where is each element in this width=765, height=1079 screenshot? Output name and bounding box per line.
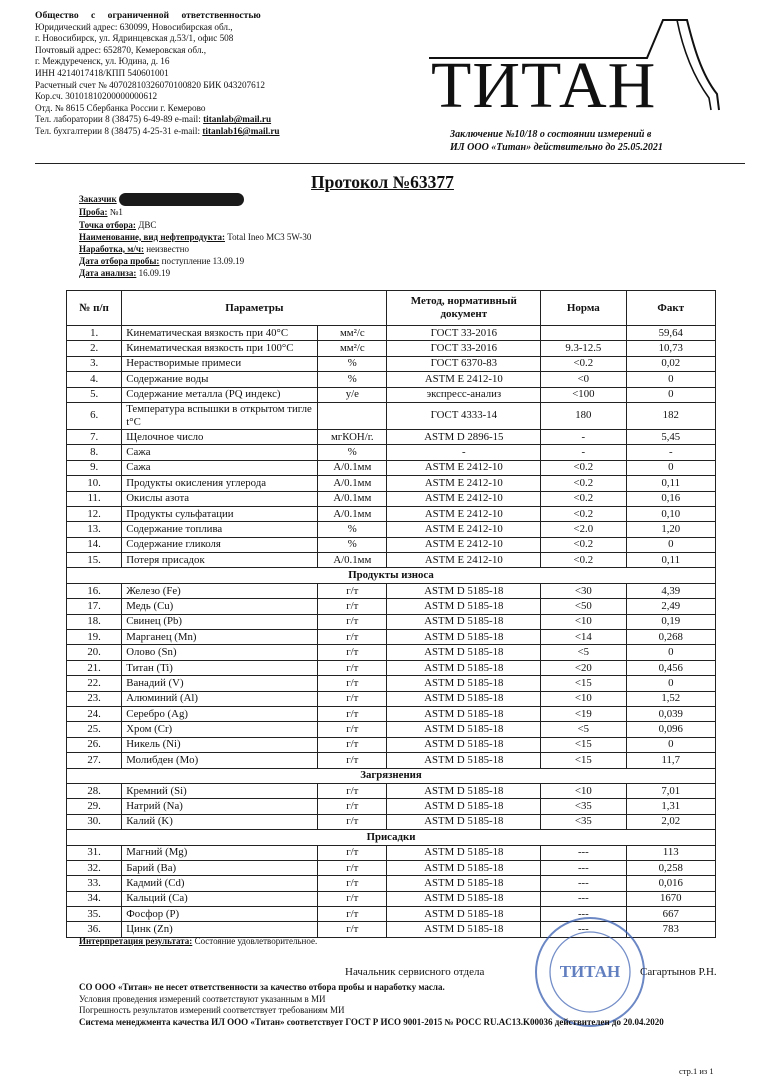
- logo-text: ТИТАН: [431, 49, 657, 122]
- method: ASTM D 5185-18: [387, 891, 541, 906]
- param-name: Щелочное число: [122, 429, 318, 444]
- method: ASTM D 5185-18: [387, 922, 541, 937]
- fact-value: 1,20: [626, 522, 715, 537]
- method: ГОСТ 6370-83: [387, 356, 541, 371]
- param-unit: г/т: [318, 753, 387, 768]
- results-table: [66, 290, 716, 938]
- fact-value: 0,016: [626, 876, 715, 891]
- method: ASTM D 5185-18: [387, 599, 541, 614]
- norm-value: <2.0: [541, 522, 626, 537]
- fact-value: 667: [626, 907, 715, 922]
- company-line: Юридический адрес: 630099, Новосибирская обл.,: [35, 21, 233, 32]
- norm-value: <0.2: [541, 506, 626, 521]
- row-number: 6.: [67, 402, 122, 429]
- param-unit: г/т: [318, 614, 387, 629]
- param-unit: г/т: [318, 922, 387, 937]
- fact-value: 59,64: [626, 326, 715, 341]
- param-unit: г/т: [318, 691, 387, 706]
- norm-value: <0.2: [541, 553, 626, 568]
- fact-value: 0: [626, 676, 715, 691]
- norm-value: <15: [541, 676, 626, 691]
- param-unit: А/0.1мм: [318, 460, 387, 475]
- norm-value: <10: [541, 691, 626, 706]
- customer-row: Заказчик: [79, 193, 599, 206]
- norm-value: <0: [541, 372, 626, 387]
- row-number: 21.: [67, 660, 122, 675]
- footer-notes: СО ООО «Титан» не несет ответственности за качество отбора пробы и наработку масла. Условия проведения измерений соответствуют указанным в МИ Погрешность результатов измерений соответствует требованиям МИ Система менеджмента качества ИЛ ООО «Титан» соответствует ГОСТ Р ИСО 9001-2015 № РОСС RU.AC13.K00036 действителен до 20.04.2020: [79, 982, 664, 1027]
- row-number: 9.: [67, 460, 122, 475]
- norm-value: <10: [541, 783, 626, 798]
- row-number: 19.: [67, 630, 122, 645]
- param-name: Содержание воды: [122, 372, 318, 387]
- row-number: 18.: [67, 614, 122, 629]
- norm-value: <30: [541, 583, 626, 598]
- row-number: 29.: [67, 799, 122, 814]
- method: ASTM D 5185-18: [387, 860, 541, 875]
- param-name: Кинематическая вязкость при 100°С: [122, 341, 318, 356]
- page-number: стр.1 из 1: [679, 1066, 714, 1076]
- table-row: [67, 691, 716, 706]
- param-name: Серебро (Ag): [122, 706, 318, 721]
- norm-value: ---: [541, 876, 626, 891]
- row-number: 32.: [67, 860, 122, 875]
- table-row: [67, 860, 716, 875]
- method: ASTM E 2412-10: [387, 491, 541, 506]
- method: ASTM D 5185-18: [387, 799, 541, 814]
- fact-value: 113: [626, 845, 715, 860]
- company-line: Почтовый адрес: 652870, Кемеровская обл.,: [35, 44, 206, 55]
- norm-value: ---: [541, 907, 626, 922]
- interpretation: Интерпретация результата: Состояние удовлетворительное.: [79, 936, 318, 946]
- param-unit: г/т: [318, 583, 387, 598]
- param-unit: г/т: [318, 599, 387, 614]
- norm-value: <100: [541, 387, 626, 402]
- param-name: Олово (Sn): [122, 645, 318, 660]
- fact-value: 2,02: [626, 814, 715, 829]
- section-wear-products: Продукты износа: [67, 568, 716, 583]
- row-number: 26.: [67, 737, 122, 752]
- table-row: [67, 753, 716, 768]
- norm-value: <0.2: [541, 476, 626, 491]
- param-name: Барий (Ba): [122, 860, 318, 875]
- method: ASTM D 5185-18: [387, 660, 541, 675]
- param-unit: %: [318, 372, 387, 387]
- fact-value: 0: [626, 387, 715, 402]
- table-header-row: [67, 291, 716, 326]
- fact-value: 5,45: [626, 429, 715, 444]
- norm-value: <5: [541, 722, 626, 737]
- table-row: [67, 402, 716, 429]
- company-line: г. Новосибирск, ул. Ядринцевская д.53/1, офис 508: [35, 33, 234, 44]
- param-name: Содержание топлива: [122, 522, 318, 537]
- method: ASTM E 2412-10: [387, 537, 541, 552]
- param-name: Кинематическая вязкость при 40°С: [122, 326, 318, 341]
- norm-value: <15: [541, 737, 626, 752]
- sample-date-row: Дата отбора пробы: поступление 13.09.19: [79, 255, 245, 266]
- company-line: Отд. № 8615 Сбербанка России г. Кемерово: [35, 102, 206, 113]
- fact-value: 0: [626, 372, 715, 387]
- signer-role: Начальник сервисного отдела: [345, 966, 485, 978]
- table-row: [67, 356, 716, 371]
- table-row: [67, 845, 716, 860]
- table-row: [67, 341, 716, 356]
- fact-value: 0,10: [626, 506, 715, 521]
- row-number: 7.: [67, 429, 122, 444]
- method: ASTM D 5185-18: [387, 630, 541, 645]
- row-number: 25.: [67, 722, 122, 737]
- norm-value: <0.2: [541, 460, 626, 475]
- fact-value: 0: [626, 460, 715, 475]
- row-number: 5.: [67, 387, 122, 402]
- row-number: 14.: [67, 537, 122, 552]
- company-line: Кор.сч. 30101810200000000612: [35, 91, 158, 102]
- norm-value: <0.2: [541, 537, 626, 552]
- fact-value: 2,49: [626, 599, 715, 614]
- norm-value: ---: [541, 860, 626, 875]
- row-number: 27.: [67, 753, 122, 768]
- table-row: [67, 537, 716, 552]
- product-row: Наименование, вид нефтепродукта: Total Ineo MC3 5W-30: [79, 231, 312, 242]
- row-number: 3.: [67, 356, 122, 371]
- row-number: 13.: [67, 522, 122, 537]
- section-row: [67, 768, 716, 783]
- signer-name: Сагартынов Р.Н.: [640, 966, 717, 978]
- table-row: [67, 326, 716, 341]
- param-name: Кадмий (Cd): [122, 876, 318, 891]
- header-divider: [35, 163, 745, 164]
- method: ASTM D 5185-18: [387, 845, 541, 860]
- param-name: Свинец (Pb): [122, 614, 318, 629]
- table-row: [67, 737, 716, 752]
- row-number: 23.: [67, 691, 122, 706]
- col-header-params: Параметры: [122, 291, 387, 326]
- param-name: Содержание гликоля: [122, 537, 318, 552]
- param-unit: г/т: [318, 845, 387, 860]
- row-number: 10.: [67, 476, 122, 491]
- param-name: Нерастворимые примеси: [122, 356, 318, 371]
- row-number: 16.: [67, 583, 122, 598]
- fact-value: 11,7: [626, 753, 715, 768]
- param-unit: г/т: [318, 676, 387, 691]
- param-name: Кальций (Ca): [122, 891, 318, 906]
- param-unit: [318, 402, 387, 429]
- section-row: [67, 568, 716, 583]
- method: ASTM D 5185-18: [387, 614, 541, 629]
- method: ASTM E 2412-10: [387, 476, 541, 491]
- param-name: Сажа: [122, 445, 318, 460]
- table-row: [67, 706, 716, 721]
- table-row: [67, 599, 716, 614]
- param-name: Потеря присадок: [122, 553, 318, 568]
- fact-value: 0,268: [626, 630, 715, 645]
- row-number: 33.: [67, 876, 122, 891]
- col-header-num: № п/п: [67, 291, 122, 326]
- fact-value: 0,258: [626, 860, 715, 875]
- row-number: 20.: [67, 645, 122, 660]
- param-unit: г/т: [318, 630, 387, 645]
- lab-contact: Тел. лаборатории 8 (38475) 6-49-89 e-mail: titanlab@mail.ru: [35, 114, 272, 125]
- table-row: [67, 387, 716, 402]
- fact-value: 0: [626, 537, 715, 552]
- row-number: 34.: [67, 891, 122, 906]
- redacted-customer: [119, 193, 244, 206]
- param-name: Хром (Cr): [122, 722, 318, 737]
- fact-value: 0: [626, 645, 715, 660]
- company-details: [35, 10, 335, 138]
- table-row: [67, 522, 716, 537]
- method: ГОСТ 33-2016: [387, 341, 541, 356]
- norm-value: <50: [541, 599, 626, 614]
- method: ASTM D 5185-18: [387, 583, 541, 598]
- fact-value: 0,02: [626, 356, 715, 371]
- fact-value: 182: [626, 402, 715, 429]
- param-unit: мм²/с: [318, 326, 387, 341]
- fact-value: 0,096: [626, 722, 715, 737]
- norm-value: 180: [541, 402, 626, 429]
- method: ГОСТ 4333-14: [387, 402, 541, 429]
- col-header-fact: Факт: [626, 291, 715, 326]
- table-row: [67, 891, 716, 906]
- method: ASTM D 5185-18: [387, 645, 541, 660]
- method: ГОСТ 33-2016: [387, 326, 541, 341]
- table-row: [67, 445, 716, 460]
- norm-value: <14: [541, 630, 626, 645]
- fact-value: 0,16: [626, 491, 715, 506]
- row-number: 28.: [67, 783, 122, 798]
- table-row: [67, 614, 716, 629]
- method: ASTM D 5185-18: [387, 722, 541, 737]
- param-name: Никель (Ni): [122, 737, 318, 752]
- table-row: [67, 460, 716, 475]
- param-name: Титан (Ti): [122, 660, 318, 675]
- table-row: [67, 799, 716, 814]
- param-unit: г/т: [318, 907, 387, 922]
- row-number: 31.: [67, 845, 122, 860]
- row-number: 2.: [67, 341, 122, 356]
- param-unit: А/0.1мм: [318, 506, 387, 521]
- analysis-date-row: Дата анализа: 16.09.19: [79, 267, 171, 278]
- fact-value: 7,01: [626, 783, 715, 798]
- company-line: Расчетный счет № 40702810326070100820 БИК 043207612: [35, 79, 265, 90]
- param-name: Окислы азота: [122, 491, 318, 506]
- method: ASTM D 5185-18: [387, 737, 541, 752]
- fact-value: 0,11: [626, 553, 715, 568]
- fact-value: 1,52: [626, 691, 715, 706]
- stamp-text: ТИТАН: [559, 962, 621, 981]
- row-number: 17.: [67, 599, 122, 614]
- param-unit: г/т: [318, 660, 387, 675]
- param-unit: г/т: [318, 737, 387, 752]
- method: ASTM D 5185-18: [387, 691, 541, 706]
- param-name: Марганец (Mn): [122, 630, 318, 645]
- table-row: [67, 429, 716, 444]
- method: ASTM D 5185-18: [387, 783, 541, 798]
- method: ASTM D 5185-18: [387, 814, 541, 829]
- norm-value: <0.2: [541, 356, 626, 371]
- param-unit: А/0.1мм: [318, 476, 387, 491]
- row-number: 22.: [67, 676, 122, 691]
- param-unit: А/0.1мм: [318, 491, 387, 506]
- row-number: 12.: [67, 506, 122, 521]
- norm-value: <5: [541, 645, 626, 660]
- company-name: Общество с ограниченной ответственностью: [35, 10, 261, 21]
- param-unit: г/т: [318, 783, 387, 798]
- row-number: 35.: [67, 907, 122, 922]
- param-name: Железо (Fe): [122, 583, 318, 598]
- norm-value: [541, 326, 626, 341]
- protocol-title: Протокол №63377: [311, 172, 454, 192]
- param-name: Содержание металла (PQ индекс): [122, 387, 318, 402]
- fact-value: 1,31: [626, 799, 715, 814]
- table-row: [67, 553, 716, 568]
- param-name: Натрий (Na): [122, 799, 318, 814]
- table-row: [67, 660, 716, 675]
- sample-info: [79, 193, 599, 279]
- norm-value: <19: [541, 706, 626, 721]
- company-line: г. Междуреченск, ул. Юдина, д. 16: [35, 56, 170, 67]
- table-row: [67, 476, 716, 491]
- fact-value: 0,11: [626, 476, 715, 491]
- fact-value: 783: [626, 922, 715, 937]
- param-name: Калий (K): [122, 814, 318, 829]
- accreditation-conclusion: Заключение №10/18 о состоянии измерений в ИЛ ООО «Титан» действительно до 25.05.2021: [450, 129, 663, 153]
- table-row: [67, 491, 716, 506]
- param-unit: г/т: [318, 706, 387, 721]
- method: ASTM D 5185-18: [387, 876, 541, 891]
- section-contaminants: Загрязнения: [67, 768, 716, 783]
- method: ASTM D 5185-18: [387, 753, 541, 768]
- row-number: 11.: [67, 491, 122, 506]
- row-number: 8.: [67, 445, 122, 460]
- param-unit: г/т: [318, 891, 387, 906]
- table-row: [67, 583, 716, 598]
- fact-value: 0,456: [626, 660, 715, 675]
- param-unit: г/т: [318, 799, 387, 814]
- fact-value: 1670: [626, 891, 715, 906]
- param-unit: г/т: [318, 814, 387, 829]
- lab-email-link[interactable]: titanlab@mail.ru: [203, 114, 272, 125]
- param-name: Фосфор (P): [122, 907, 318, 922]
- param-name: Продукты сульфатации: [122, 506, 318, 521]
- norm-value: <15: [541, 753, 626, 768]
- norm-value: <35: [541, 799, 626, 814]
- section-row: [67, 830, 716, 845]
- company-line: ИНН 4214017418/КПП 540601001: [35, 67, 169, 78]
- col-header-norm: Норма: [541, 291, 626, 326]
- param-name: Продукты окисления углерода: [122, 476, 318, 491]
- norm-value: <10: [541, 614, 626, 629]
- param-unit: %: [318, 522, 387, 537]
- param-unit: А/0.1мм: [318, 553, 387, 568]
- param-unit: г/т: [318, 860, 387, 875]
- method: ASTM E 2412-10: [387, 522, 541, 537]
- param-name: Цинк (Zn): [122, 922, 318, 937]
- fact-value: 4,39: [626, 583, 715, 598]
- param-name: Сажа: [122, 460, 318, 475]
- method: ASTM D 5185-18: [387, 706, 541, 721]
- norm-value: <20: [541, 660, 626, 675]
- norm-value: <35: [541, 814, 626, 829]
- table-row: [67, 676, 716, 691]
- accounting-email-link[interactable]: titanlab16@mail.ru: [202, 125, 280, 136]
- table-row: [67, 783, 716, 798]
- method: -: [387, 445, 541, 460]
- fact-value: 0: [626, 737, 715, 752]
- norm-value: -: [541, 445, 626, 460]
- row-number: 30.: [67, 814, 122, 829]
- row-number: 24.: [67, 706, 122, 721]
- fact-value: 10,73: [626, 341, 715, 356]
- table-row: [67, 506, 716, 521]
- norm-value: ---: [541, 845, 626, 860]
- method: ASTM E 2412-10: [387, 506, 541, 521]
- norm-value: ---: [541, 891, 626, 906]
- row-number: 1.: [67, 326, 122, 341]
- param-name: Температура вспышки в открытом тигле t°С: [122, 402, 318, 429]
- hours-row: Наработка, м/ч: неизвестно: [79, 243, 190, 254]
- method: ASTM E 2412-10: [387, 372, 541, 387]
- table-row: [67, 876, 716, 891]
- param-unit: %: [318, 356, 387, 371]
- table-row: [67, 630, 716, 645]
- row-number: 4.: [67, 372, 122, 387]
- method: экспресс-анализ: [387, 387, 541, 402]
- param-unit: %: [318, 537, 387, 552]
- row-number: 15.: [67, 553, 122, 568]
- param-name: Алюминий (Al): [122, 691, 318, 706]
- param-unit: мм²/с: [318, 341, 387, 356]
- param-unit: мгКОН/г.: [318, 429, 387, 444]
- param-unit: г/т: [318, 876, 387, 891]
- method: ASTM D 2896-15: [387, 429, 541, 444]
- param-name: Магний (Mg): [122, 845, 318, 860]
- norm-value: -: [541, 429, 626, 444]
- table-row: [67, 372, 716, 387]
- section-additives: Присадки: [67, 830, 716, 845]
- param-unit: г/т: [318, 645, 387, 660]
- row-number: 36.: [67, 922, 122, 937]
- param-unit: у/е: [318, 387, 387, 402]
- norm-value: 9.3-12.5: [541, 341, 626, 356]
- fact-value: 0,19: [626, 614, 715, 629]
- table-row: [67, 645, 716, 660]
- fact-value: 0,039: [626, 706, 715, 721]
- method: ASTM D 5185-18: [387, 676, 541, 691]
- norm-value: <0.2: [541, 491, 626, 506]
- table-row: [67, 722, 716, 737]
- param-name: Медь (Cu): [122, 599, 318, 614]
- param-name: Молибден (Mo): [122, 753, 318, 768]
- method: ASTM E 2412-10: [387, 553, 541, 568]
- titan-logo: [425, 14, 745, 124]
- param-unit: г/т: [318, 722, 387, 737]
- method: ASTM E 2412-10: [387, 460, 541, 475]
- method: ASTM D 5185-18: [387, 907, 541, 922]
- col-header-method: Метод, нормативный документ: [387, 291, 541, 326]
- point-row: Точка отбора: ДВС: [79, 219, 157, 230]
- table-row: [67, 814, 716, 829]
- param-unit: %: [318, 445, 387, 460]
- fact-value: -: [626, 445, 715, 460]
- norm-value: ---: [541, 922, 626, 937]
- accounting-contact: Тел. бухгалтерии 8 (38475) 4-25-31 e-mail: titanlab16@mail.ru: [35, 125, 280, 136]
- param-name: Кремний (Si): [122, 783, 318, 798]
- sample-row: Проба: №1: [79, 207, 123, 218]
- table-body: [67, 326, 716, 938]
- param-name: Ванадий (V): [122, 676, 318, 691]
